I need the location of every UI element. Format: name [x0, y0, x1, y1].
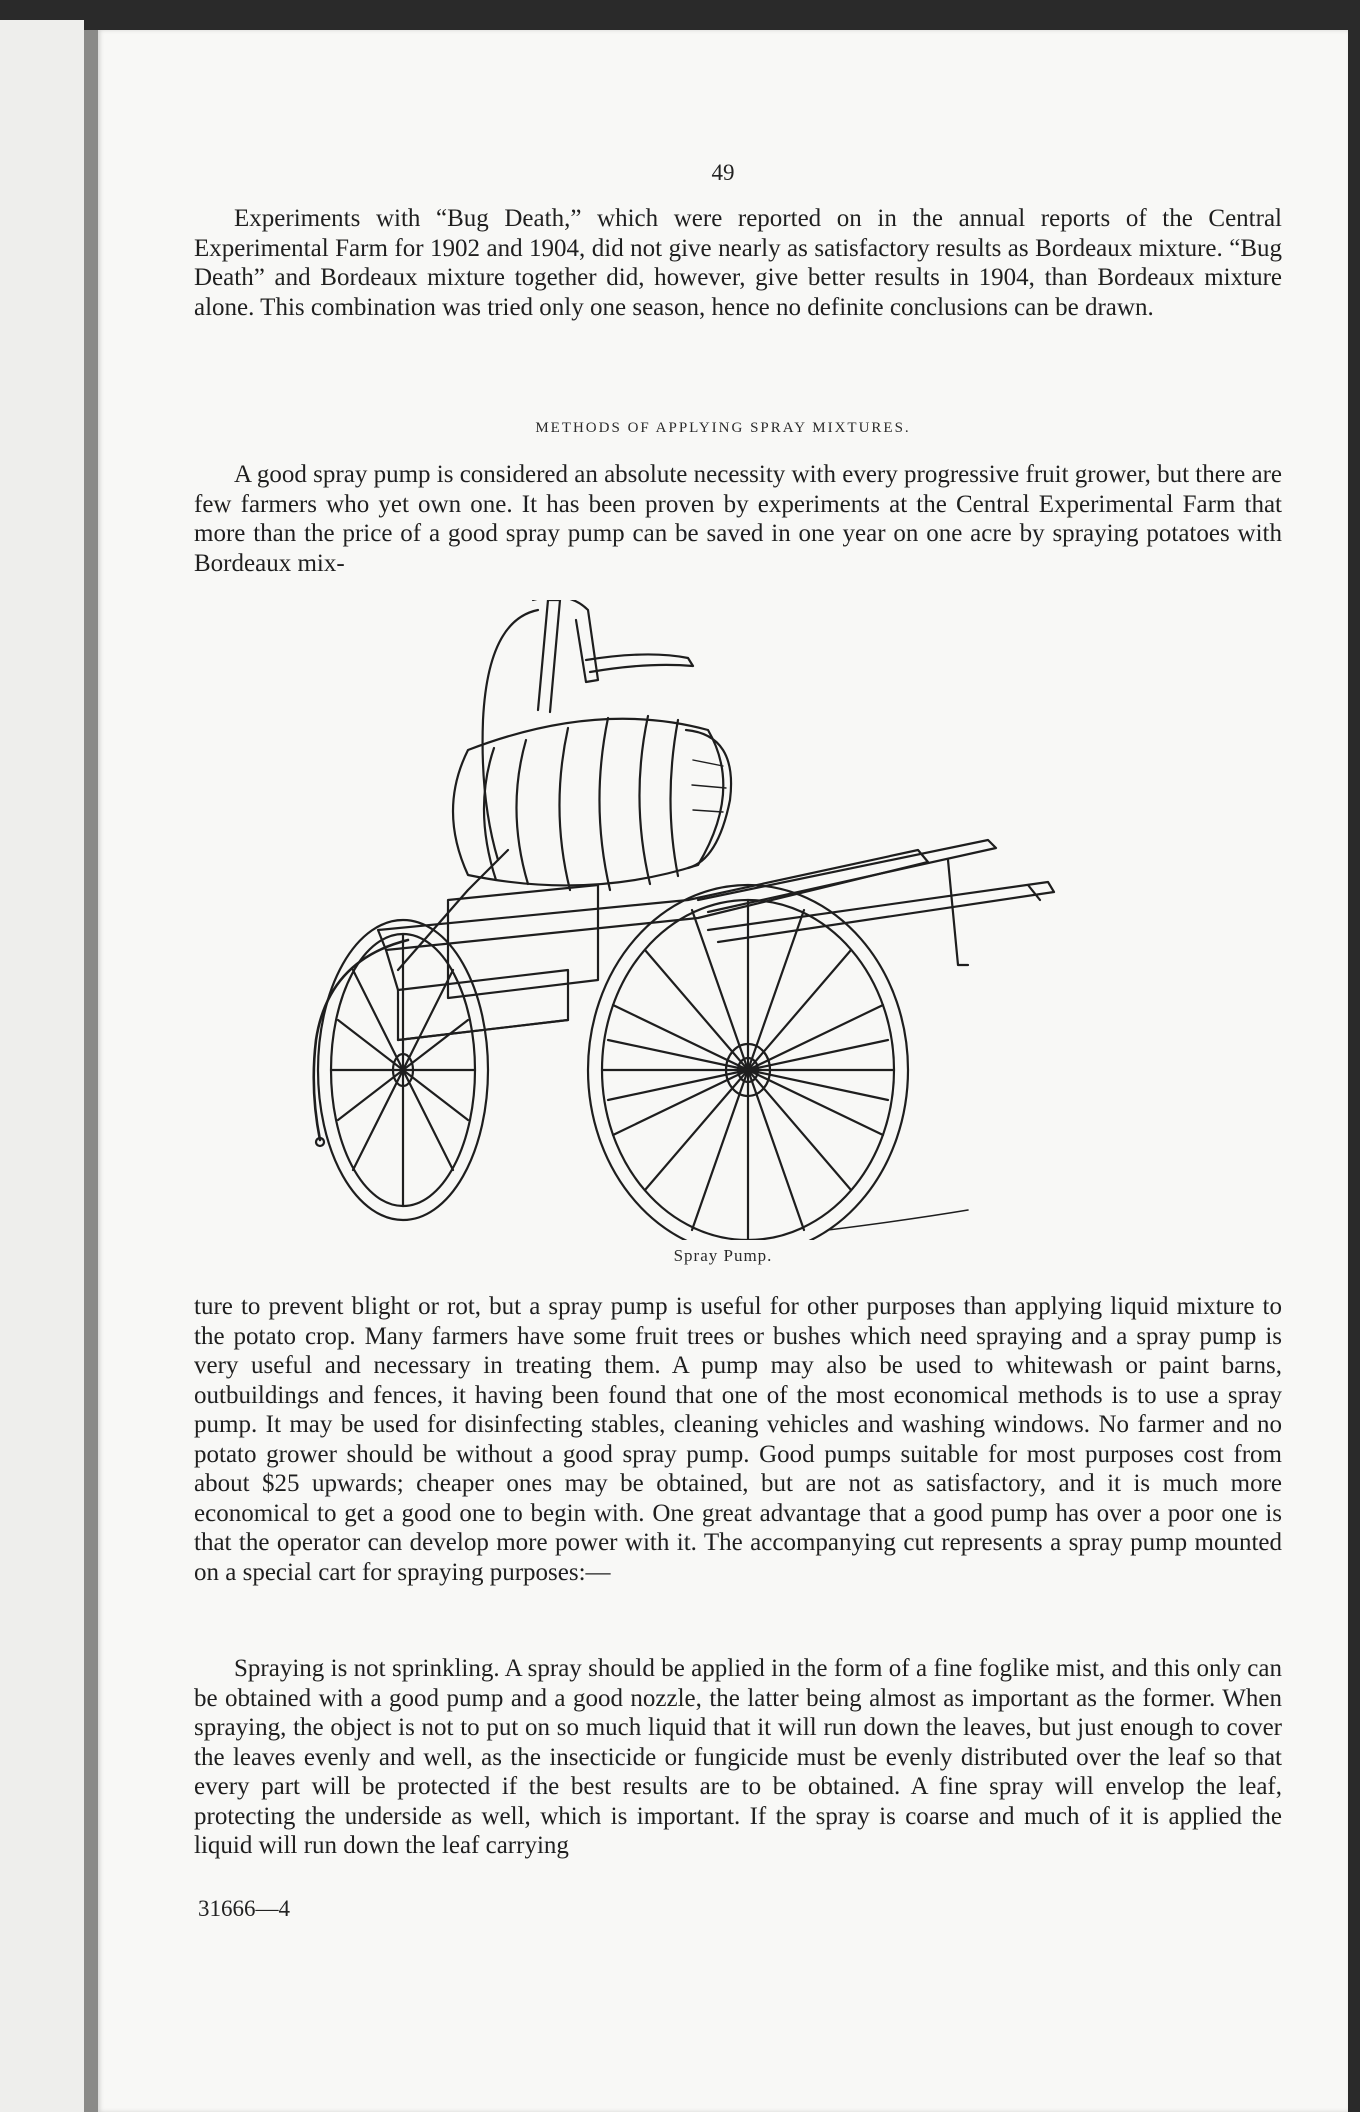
cart-shaft-lower [708, 882, 1054, 942]
book-page [98, 30, 1348, 2112]
facing-page-edge [0, 20, 84, 2112]
sprinkling-paragraph-block [194, 1654, 1282, 1861]
rear-wheel [318, 920, 488, 1220]
methods-paragraph-block [194, 460, 1282, 578]
front-wheel [588, 885, 908, 1240]
book-gutter [84, 30, 98, 2112]
continuation-paragraph: ture to prevent blight or rot, but a spray pump is useful for other purposes than applying liquid mixture to the potato crop. Many farmers have some fruit trees or bushes which need spraying and a spray pump is very useful and necessary in treating them. A pump may also be used to whitewash or paint barns, outbuildings and fences, it having been found that one of the most economical methods is to use a spray pump. It may be used for disinfecting stables, cleaning vehicles and washing windows. No farmer and no potato grower should be without a good spray pump. Good pumps suitable for most purposes cost from about $25 upwards; cheaper ones may be obtained, but are not as satisfactory, and it is much more economical to get a good one to begin with. One great advantage that a good pump has over a poor one is that the operator can develop more power with it. The accompanying cut represents a spray pump mounted on a special cart for spraying purposes:— [194, 1293, 1282, 1586]
figure-caption: Spray Pump. [673, 1246, 773, 1265]
printer-signature: 31666—4 [198, 1896, 290, 1921]
intro-paragraph-block [194, 204, 1282, 322]
methods-paragraph: A good spray pump is considered an absolute necessity with every progressive fruit grower, but there are few farmers who yet own one. It has been proven by experiments at the Central Experimental Farm that more than the price of a good spray pump can be saved in one year on one acre by spraying potatoes with Bordeaux mix- [194, 461, 1283, 577]
continuation-paragraph-block [194, 1292, 1282, 1587]
spray-pump-illustration [268, 600, 1178, 1240]
section-heading: METHODS OF APPLYING SPRAY MIXTURES. [535, 420, 911, 436]
spray-hose [314, 940, 408, 1140]
page-number: 49 [711, 160, 735, 185]
sprinkling-paragraph: Spraying is not sprinkling. A spray should be applied in the form of a fine foglike mist, and this only can be obtained with a good pump and a good nozzle, the latter being almost as important as the former. When spraying, the object is not to put on so much liquid that it will run down the leaves, but just enough to cover the leaves evenly and well, as the insecticide or fungicide must be evenly distributed over the leaf so that every part will be protected if the best results are to be obtained. A fine spray will envelop the leaf, protecting the underside as well, which is important. If the spray is coarse and much of it is applied the liquid will run down the leaf carrying [194, 1655, 1282, 1859]
intro-paragraph: Experiments with “Bug Death,” which were reported on in the annual reports of the Central Experimental Farm for 1902 and 1904, did not give nearly as satisfactory results as Bordeaux mixture. “Bug Death” and Bordeaux mixture together did, however, give better results in 1904, than Bordeaux mixture alone. This combination was tried only one season, hence no definite conclusions can be drawn. [194, 205, 1282, 321]
